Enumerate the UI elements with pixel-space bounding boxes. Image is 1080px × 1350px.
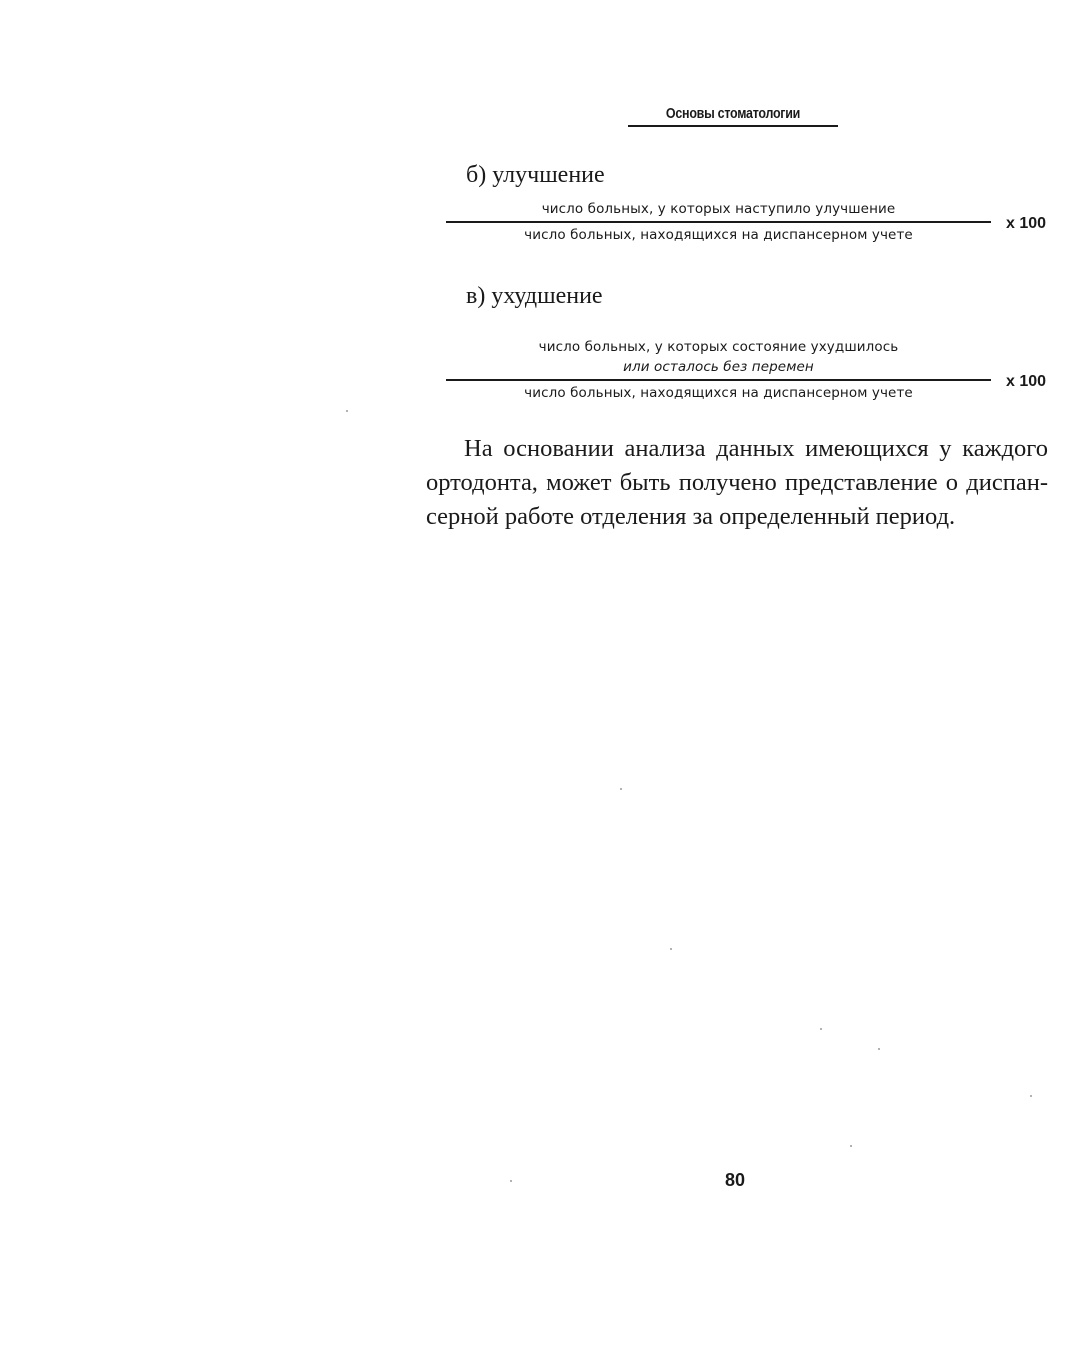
formula-numerator: число больных, у которых наступило улучшение — [541, 201, 896, 217]
scan-speck — [510, 1180, 512, 1182]
running-header: Основы стоматологии — [665, 106, 801, 122]
fraction-line — [446, 221, 991, 223]
scan-speck — [820, 1028, 822, 1030]
formula-denominator: число больных, находящихся на диспансерном учете — [524, 227, 913, 243]
scan-speck — [670, 948, 672, 950]
section-heading-improvement: б) улучшение — [466, 162, 605, 188]
formula-multiplier: x 100 — [1006, 215, 1047, 232]
scan-speck — [878, 1048, 880, 1050]
running-header-rule — [628, 125, 838, 127]
scan-speck — [346, 410, 348, 412]
scan-speck — [850, 1145, 852, 1147]
scan-speck — [1030, 1095, 1032, 1097]
formula-numerator-line-1: число больных, у которых состояние ухудшилось — [538, 339, 899, 355]
formula-numerator-line-2: или осталось без перемен — [623, 359, 814, 375]
scan-speck — [620, 788, 622, 790]
formula-denominator: число больных, находящихся на диспансерном учете — [524, 385, 913, 401]
page-number: 80 — [724, 1170, 746, 1190]
formula-worsening — [446, 337, 991, 403]
formula-multiplier: x 100 — [1006, 373, 1047, 390]
section-heading-worsening: в) ухудшение — [466, 283, 603, 309]
body-paragraph: На основании анализа данных имеющихся у каждого ортодонта, может быть получено представление о диспансерной работе отделения за определенный период. — [426, 435, 1048, 530]
formula-improvement — [446, 199, 991, 245]
fraction-line — [446, 379, 991, 381]
